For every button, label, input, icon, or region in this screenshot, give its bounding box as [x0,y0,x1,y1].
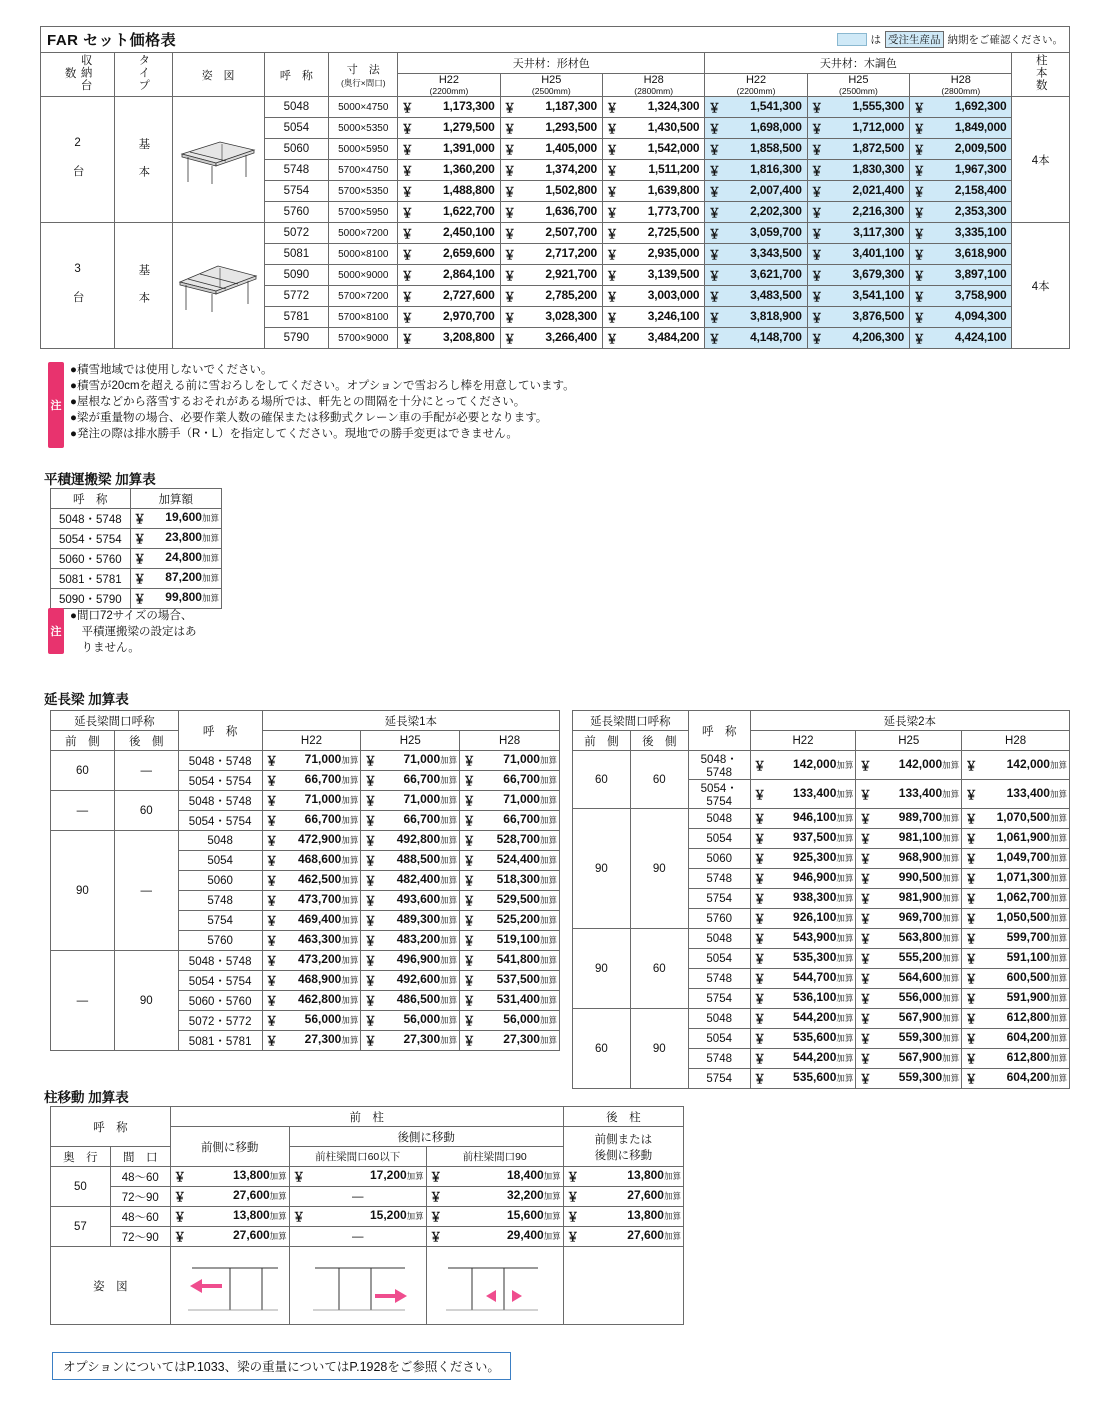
ext2-col-h25: H25 [856,731,962,751]
pm-rear60: — [289,1187,426,1207]
ext1-front: 60 [51,751,115,791]
group-posts-0: 4本 [1012,97,1070,223]
ext1-row-name: 5754 [178,911,262,931]
cell-m-h28: ￥ 1,692,300 [910,97,1012,118]
ext2-row-name: 5048 [688,809,750,829]
pm-figure-front-move [170,1247,289,1325]
ext2-front: 60 [573,1009,631,1089]
hirazumi-table: 呼 称 加算額 5048・5748 ￥ 19,600加算 5054・5754 ￥ 23,800加算 5060・5760 ￥ 24,800加算 5081・5781 ￥ 87,200加算 5090・5790 ￥ 99,800加算 [50,488,222,609]
notes-main-lines [70,362,575,448]
cell-k-h22: ￥ 1,173,300 [398,97,500,118]
ext1-front: — [51,951,115,1051]
ext1-row-name: 5048・5748 [178,791,262,811]
ext2-col-h28: H28 [962,731,1070,751]
row-dim: 5700×8100 [329,307,398,328]
hirazumi-row-name: 5054・5754 [51,529,131,549]
ext2-rear: 60 [630,751,688,809]
col-dim-sub: (奥行×間口) [340,77,386,88]
footer-note-text: オプションについてはP.1033、梁の重量についてはP.1928をご参照ください。 [63,1360,500,1374]
group-type-1: 基 本 [137,263,150,305]
price-table: 収納台数 タイプ 姿 図 呼 称 寸 法 (奥行×間口) 天井材：形材色 天井材：木調色 柱本数 H22 (2200mm) H25 (2500mm) H28 (2800mm) H22 (2200mm) H25 (2500mm) H28 (2800mm) 2 台 基 本 5048 5000×4750 ￥ 1,173,300 ￥ 1,187,300 ￥ 1,324,300 ￥ 1,541,300 ￥ 1,555,300 ￥ 1,692,300 4本 5054 5000×5350 ￥ 1,279,500 ￥ 1,293,500 ￥ 1,430,500 ￥ 1,698,000 ￥ 1,712,000 ￥ 1,849,000 5060 5000×5950 ￥ 1,391,000 ￥ 1,405,000 ￥ 1,542,000 ￥ 1,858,500 ￥ 1,872,500 ￥ 2,009,500 5748 5700×4750 ￥ 1,360,200 ￥ 1,374,200 ￥ 1,511,200 ￥ 1,816,300 ￥ 1,830,300 ￥ 1,967,300 5754 5700×5350 ￥ 1,488,800 ￥ 1,502,800 ￥ 1,639,800 ￥ 2,007,400 ￥ 2,021,400 ￥ 2,158,400 5760 5700×5950 ￥ 1,622,700 ￥ 1,636,700 ￥ 1,773,700 ￥ 2,202,300 ￥ 2,216,300 ￥ 2,353,300 3 台 基 本 5072 5000×7200 ￥ 2,450,100 ￥ 2,507,700 ￥ 2,725,500 ￥ 3,059,700 ￥ 3,117,300 ￥ 3,335,100 4本 5081 5000×8100 ￥ 2,659,600 ￥ 2,717,200 ￥ 2,935,000 ￥ 3,343,500 ￥ 3,401,100 ￥ 3,618,900 5090 5000×9000 ￥ 2,864,100 ￥ 2,921,700 ￥ 3,139,500 ￥ 3,621,700 ￥ 3,679,300 ￥ 3,897,100 5772 5700×7200 ￥ 2,727,600 ￥ 2,785,200 ￥ 3,003,000 ￥ 3,483,500 ￥ 3,541,100 ￥ 3,758,900 5781 5700×8100 ￥ 2,970,700 ￥ 3,028,300 ￥ 3,246,100 ￥ 3,818,900 ￥ 3,876,500 ￥ 4,094,300 5790 5700×9000 ￥ 3,208,800 ￥ 3,266,400 ￥ 3,484,200 ￥ 4,148,700 ￥ 4,206,300 ￥ 4,424,100 [40,52,1070,349]
ext2-rear: 90 [630,1009,688,1089]
row-name: 5054 [264,118,329,139]
ext1-row-name: 5054・5754 [178,811,262,831]
col-m-h28: H28 (2800mm) [910,74,1012,97]
ext2-front: 90 [573,809,631,929]
row-dim: 5000×4750 [329,97,398,118]
ext2-row-name: 5060 [688,849,750,869]
ext2-group-header: 延長梁間口呼称 [573,711,689,731]
pm-figure-label: 姿 図 [51,1247,171,1325]
note-line: ●積雪が20cmを超える前に雪おろしをしてください。オプションで雪おろし棒を用意しています。 [70,380,575,392]
hirazumi-row-amount: ￥ 19,600加算 [130,509,221,529]
group-type-0: 基 本 [137,137,150,179]
ext2-row-name: 5754 [688,889,750,909]
pm-width: 72〜90 [110,1187,170,1207]
notes-main [48,362,575,448]
row-name: 5048 [264,97,329,118]
cell-k-h25: ￥ 1,187,300 [500,97,602,118]
price-table-section [40,26,1070,349]
ext1-row-name: 5060 [178,871,262,891]
col-dim [329,53,398,97]
row-dim: 5700×4750 [329,160,398,181]
legend-swatch [837,33,867,46]
row-name: 5060 [264,139,329,160]
col-count: 収納台数 [63,54,92,92]
ext2-row-name: 5048・5748 [688,751,750,780]
ext1-row-name: 5048・5748 [178,951,262,971]
row-name: 5754 [264,181,329,202]
pm-width: 48〜60 [110,1207,170,1227]
section-title-ext-beam: 延長梁 加算表 [44,692,129,707]
ext2-row-name: 5748 [688,869,750,889]
ext2-row-name: 5054 [688,949,750,969]
ext1-row-name: 5054 [178,851,262,871]
row-dim: 5700×9000 [329,328,398,349]
row-dim: 5000×9000 [329,265,398,286]
ext2-rear: 90 [630,809,688,929]
row-name: 5090 [264,265,329,286]
col-dim-main: 寸 法 [346,63,380,76]
section-title-hirazumi: 平積運搬梁 加算表 [44,472,156,487]
pm-rear60: — [289,1227,426,1247]
row-name: 5072 [264,223,329,244]
figure-3dai [172,223,264,349]
row-dim: 5000×5950 [329,139,398,160]
ext2-col-h22: H22 [750,731,856,751]
ext1-row-name: 5760 [178,931,262,951]
col-group-keizai: 天井材：形材色 [398,53,705,74]
hirazumi-row-name: 5048・5748 [51,509,131,529]
ext2-row-name: 5754 [688,1069,750,1089]
cell-k-h28: ￥ 1,324,300 [602,97,704,118]
post-move-table: 呼 称 前 柱 後 柱 前側に移動 後側に移動 前側または 後側に移動 奥 行 間 口 前柱梁間口60以下 前柱梁間口90 50 48〜60 ￥ 13,800加算 ￥ 17,200加算 ￥ 18,400加算 ￥ 13,800加算 72〜90 ￥ 27,600加算 — ￥ 32,200加算 ￥ 27,600加算 57 48〜60 ￥ 13,800加算 ￥ 15,200加算 ￥ 15,600加算 ￥ 13,800加算 72〜90 ￥ 27,600加算 — ￥ 29,400加算 ￥ 27,600加算 姿 図 [50,1106,684,1325]
note-line: ●発注の際は排水勝手（R・L）を指定してください。現地での勝手変更はできません。 [70,428,518,440]
ext1-col-h25: H25 [361,731,460,751]
note-line: りません。 [70,642,140,654]
col-figure: 姿 図 [172,53,264,97]
section-title-post-move: 柱移動 加算表 [44,1090,129,1105]
legend-tag: 受注生産品 [885,31,944,48]
ext1-col-name: 呼 称 [178,711,262,751]
note-line: ●屋根などから落雪するおそれがある場所では、軒先との間隔を十分にとってください。 [70,396,526,408]
col-m-h25: H25 (2500mm) [807,74,909,97]
ext2-front: 90 [573,929,631,1009]
ext1-col-front: 前 側 [51,731,115,751]
ext1-span-header: 延長梁1本 [262,711,559,731]
ext1-front: 90 [51,831,115,951]
ext1-rear: 60 [114,791,178,831]
pm-col-name: 呼 称 [51,1107,171,1147]
figure-2dai [172,97,264,223]
pm-col-rear-post: 後 柱 [563,1107,683,1127]
hirazumi-row-name: 5090・5790 [51,589,131,609]
pm-col-front-move: 前側に移動 [170,1127,289,1167]
ext-beam-table-1: 延長梁間口呼称 呼 称 延長梁1本 前 側 後 側 H22 H25 H28 60 — 5048・5748 ￥ 71,000加算 ￥ 71,000加算 ￥ 71,000加算 5054・5754 ￥ 66,700加算 ￥ 66,700加算 ￥ 66,700加算 — 60 5048・5748 ￥ 71,000加算 ￥ 71,000加算 ￥ 71,000加算 5054・5754 ￥ 66,700加算 ￥ 66,700加算 ￥ 66,700加算 90 — 5048 ￥ 472,900加算 ￥ 492,800加算 ￥ 528,700加算 5054 ￥ 468,600加算 ￥ 488,500加算 ￥ 524,400加算 5060 ￥ 462,500加算 ￥ 482,400加算 ￥ 518,300加算 5748 ￥ 473,700加算 ￥ 493,600加算 ￥ 529,500加算 5754 ￥ 469,400加算 ￥ 489,300加算 ￥ 525,200加算 5760 ￥ 463,300加算 ￥ 483,200加算 ￥ 519,100加算 — 90 5048・5748 ￥ 473,200加算 ￥ 496,900加算 ￥ 541,800加算 5054・5754 ￥ 468,900加算 ￥ 492,600加算 ￥ 537,500加算 5060・5760 ￥ 462,800加算 ￥ 486,500加算 ￥ 531,400加算 5072・5772 ￥ 56,000加算 ￥ 56,000加算 ￥ 56,000加算 5081・5781 ￥ 27,300加算 ￥ 27,300加算 ￥ 27,300加算 [50,710,560,1051]
ext1-col-rear: 後 側 [114,731,178,751]
ext1-row-name: 5081・5781 [178,1031,262,1051]
cell-m-h22: ￥ 1,541,300 [705,97,807,118]
notes-hirazumi [48,608,197,656]
row-dim: 5700×5350 [329,181,398,202]
col-type: タイプ [137,54,150,92]
ext2-col-name: 呼 称 [688,711,750,751]
row-name: 5781 [264,307,329,328]
ext2-row-name: 5754 [688,989,750,1009]
pm-width: 48〜60 [110,1167,170,1187]
row-name: 5772 [264,286,329,307]
row-dim: 5700×5950 [329,202,398,223]
price-table-header [40,26,1070,52]
row-dim: 5700×7200 [329,286,398,307]
ext1-row-name: 5054・5754 [178,971,262,991]
ext2-row-name: 5760 [688,909,750,929]
note-line: ●積雪地域では使用しないでください。 [70,364,273,376]
row-dim: 5000×8100 [329,244,398,265]
row-name: 5790 [264,328,329,349]
row-dim: 5000×7200 [329,223,398,244]
ext1-rear: — [114,751,178,791]
footer-note [52,1352,511,1380]
hirazumi-row-name: 5081・5781 [51,569,131,589]
row-name: 5081 [264,244,329,265]
hirazumi-col-amount: 加算額 [130,489,221,509]
col-k-h25: H25 (2500mm) [500,74,602,97]
group-count-0: 2 台 [71,137,84,179]
notes-hirazumi-lines [70,608,197,656]
ext1-group-header: 延長梁間口呼称 [51,711,179,731]
ext2-row-name: 5748 [688,1049,750,1069]
legend [837,31,1064,48]
pm-col-width: 間 口 [110,1147,170,1167]
row-dim: 5000×5350 [329,118,398,139]
legend-suffix: 納期をご確認ください。 [947,34,1063,46]
pm-depth: 50 [51,1167,111,1207]
note-badge-icon: 注 [48,362,64,448]
ext2-row-name: 5054 [688,829,750,849]
ext1-row-name: 5748 [178,891,262,911]
ext2-row-name: 5054 [688,1029,750,1049]
pm-depth: 57 [51,1207,111,1247]
col-k-h22: H22 (2200mm) [398,74,500,97]
ext1-col-h22: H22 [262,731,361,751]
col-name: 呼 称 [264,53,329,97]
ext1-rear: — [114,831,178,951]
col-group-mokucho: 天井材：木調色 [705,53,1012,74]
ext1-row-name: 5048・5748 [178,751,262,771]
ext2-row-name: 5748 [688,969,750,989]
ext1-rear: 90 [114,951,178,1051]
ext2-front: 60 [573,751,631,809]
pm-col-rear-sub1: 前柱梁間口60以下 [289,1147,426,1167]
ext2-col-front: 前 側 [573,731,631,751]
group-posts-1: 4本 [1012,223,1070,349]
pm-col-rear-sub2: 前柱梁間口90 [426,1147,563,1167]
pm-col-front-post: 前 柱 [170,1107,563,1127]
ext1-row-name: 5060・5760 [178,991,262,1011]
ext1-row-name: 5048 [178,831,262,851]
ext1-col-h28: H28 [460,731,560,751]
ext2-span-header: 延長梁2本 [750,711,1069,731]
col-posts: 柱本数 [1034,54,1047,92]
hirazumi-row-name: 5060・5760 [51,549,131,569]
col-m-h22: H22 (2200mm) [705,74,807,97]
pm-figure-rear-post [563,1247,683,1325]
page-title: FAR セット価格表 [47,32,177,49]
row-name: 5760 [264,202,329,223]
note-badge-icon: 注 [48,608,64,654]
ext1-front: — [51,791,115,831]
hirazumi-col-name: 呼 称 [51,489,131,509]
ext2-row-name: 5048 [688,929,750,949]
ext1-row-name: 5054・5754 [178,771,262,791]
note-line: 平積運搬梁の設定はあ [70,626,197,638]
pm-figure-rear-move-60 [289,1247,426,1325]
pm-col-rear-post-move: 前側または 後側に移動 [563,1127,683,1167]
note-line: ●梁が重量物の場合、必要作業人数の確保または移動式クレーン車の手配が必要となります。 [70,412,548,424]
ext2-rear: 60 [630,929,688,1009]
ext2-col-rear: 後 側 [630,731,688,751]
ext2-row-name: 5054・5754 [688,780,750,809]
group-count-1: 3 台 [71,263,84,305]
cell-m-h25: ￥ 1,555,300 [807,97,909,118]
ext2-row-name: 5048 [688,1009,750,1029]
pm-width: 72〜90 [110,1227,170,1247]
pm-figure-rear-move-90 [426,1247,563,1325]
ext-beam-table-2: 延長梁間口呼称 呼 称 延長梁2本 前 側 後 側 H22 H25 H28 60 60 5048・5748 ￥ 142,000加算 ￥ 142,000加算 ￥ 142,000加算 5054・5754 ￥ 133,400加算 ￥ 133,400加算 ￥ 133,400加算 90 90 5048 ￥ 946,100加算 ￥ 989,700加算 ￥ 1,070,500加算 5054 ￥ 937,500加算 ￥ 981,100加算 ￥ 1,061,900加算 5060 ￥ 925,300加算 ￥ 968,900加算 ￥ 1,049,700加算 5748 ￥ 946,900加算 ￥ 990,500加算 ￥ 1,071,300加算 5754 ￥ 938,300加算 ￥ 981,900加算 ￥ 1,062,700加算 5760 ￥ 926,100加算 ￥ 969,700加算 ￥ 1,050,500加算 90 60 5048 ￥ 543,900加算 ￥ 563,800加算 ￥ 599,700加算 5054 ￥ 535,300加算 ￥ 555,200加算 ￥ 591,100加算 5748 ￥ 544,700加算 ￥ 564,600加算 ￥ 600,500加算 5754 ￥ 536,100加算 ￥ 556,000加算 ￥ 591,900加算 60 90 5048 ￥ 544,200加算 ￥ 567,900加算 ￥ 612,800加算 5054 ￥ 535,600加算 ￥ 559,300加算 ￥ 604,200加算 5748 ￥ 544,200加算 ￥ 567,900加算 ￥ 612,800加算 5754 ￥ 535,600加算 ￥ 559,300加算 ￥ 604,200加算 [572,710,1070,1089]
row-name: 5748 [264,160,329,181]
pm-col-depth: 奥 行 [51,1147,111,1167]
ext1-row-name: 5072・5772 [178,1011,262,1031]
pm-col-rear-move: 後側に移動 [289,1127,563,1147]
note-line: ●間口72サイズの場合、 [70,610,193,622]
col-k-h28: H28 (2800mm) [602,74,704,97]
legend-is: は [870,34,881,46]
